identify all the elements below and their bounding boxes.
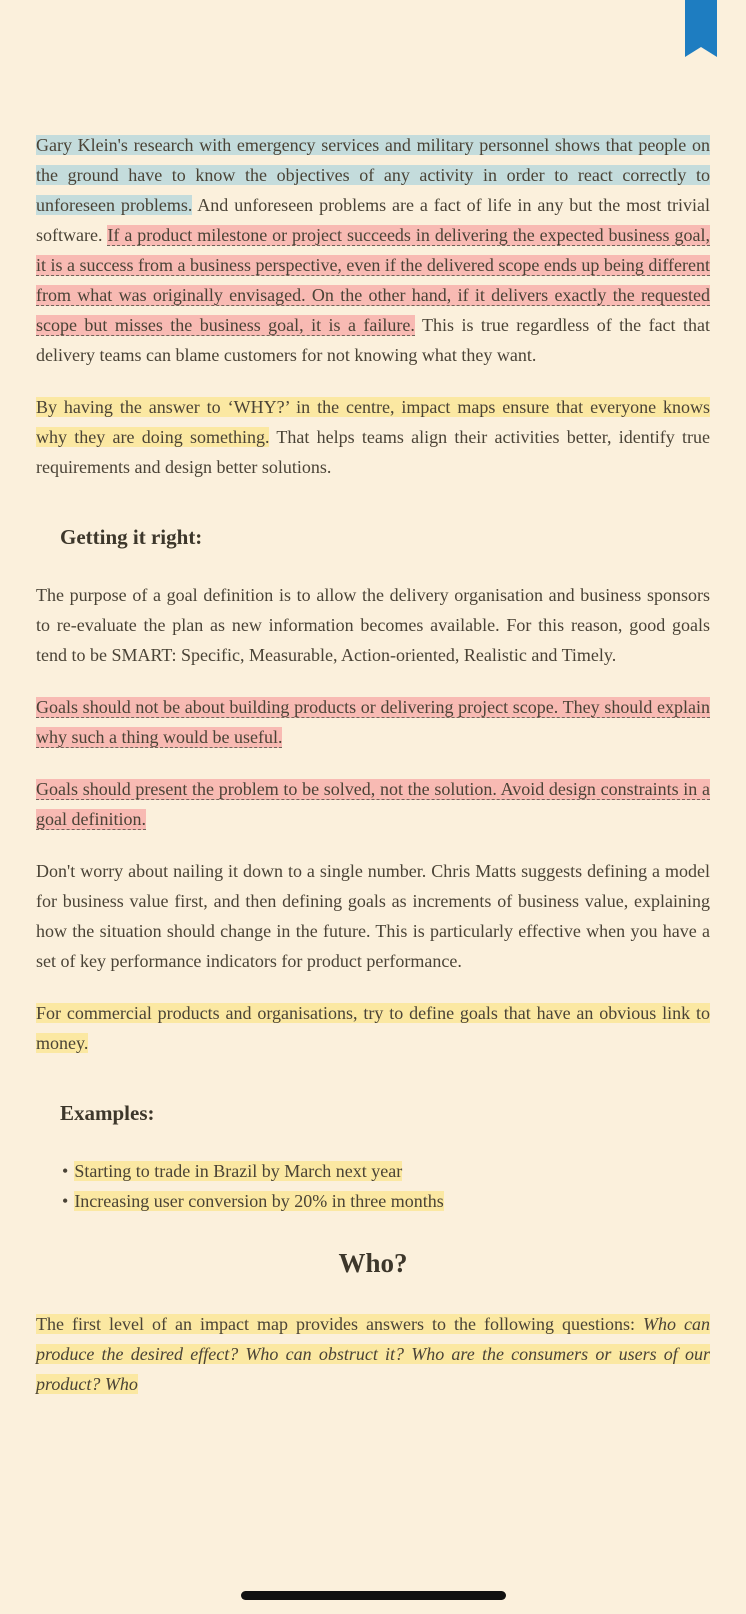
paragraph-italic-text: Who can produce the desired effect? Who can obstruct it? Who are the consumers or users of our product? Who xyxy=(36,1314,711,1394)
heading-getting-it-right: Getting it right: xyxy=(60,525,203,549)
highlight-yellow[interactable]: For commercial products and organisations, try to define goals that have an obvious link to money. xyxy=(36,1003,710,1053)
bookmark-icon[interactable] xyxy=(685,0,717,57)
home-indicator[interactable] xyxy=(241,1591,506,1600)
paragraph-klein xyxy=(36,130,710,370)
highlight-red-noted[interactable]: Goals should not be about building products or delivering project scope. They should explain why such a thing would be useful. xyxy=(36,697,710,747)
paragraph-text: The first level of an impact map provides answers to the following questions: xyxy=(36,1314,644,1334)
paragraph-goals-problem xyxy=(36,774,710,834)
paragraph-text: This is true regardless of the fact that delivery teams can blame customers for not knowing what they want. xyxy=(36,315,710,365)
paragraph-smart xyxy=(36,580,710,670)
paragraph-text: Don't worry about nailing it down to a single number. Chris Matts suggests defining a model for business value first, and then defining goals as increments of business value, explaining how the situation should change in the future. This is particularly effective when you have a set of key performance indicators for product performance. xyxy=(36,861,710,971)
paragraph-money xyxy=(36,998,710,1058)
highlight-blue[interactable]: Gary Klein's research with emergency services and military personnel shows that people on the ground have to know the objectives of any activity in order to react correctly to unforeseen problems. xyxy=(36,135,710,215)
section-heading-who: Who? xyxy=(338,1248,408,1278)
highlight-red-noted[interactable]: If a product milestone or project succeeds in delivering the expected business goal, it is a success from a business perspective, even if the delivered scope ends up being different from what was originally envisaged. On the other hand, if it delivers exactly the requested scope but misses the business goal, it is a failure. xyxy=(36,225,710,335)
paragraph-why xyxy=(36,392,710,482)
paragraph-goals-not-scope xyxy=(36,692,710,752)
paragraph-text: The purpose of a goal definition is to allow the delivery organisation and business sponsors to re-evaluate the plan as new information becomes available. For this reason, good goals tend to be SMART: Specific, Measurable, Action-oriented, Realistic and Timely. xyxy=(36,585,710,665)
highlight-yellow[interactable]: Increasing user conversion by 20% in three months xyxy=(74,1191,444,1211)
highlight-yellow[interactable]: By having the answer to ‘WHY?’ in the centre, impact maps ensure that everyone knows why they are doing something. xyxy=(36,397,710,447)
reader-content xyxy=(36,130,710,1421)
list-item xyxy=(62,1186,710,1216)
list-item xyxy=(62,1156,710,1186)
bullet: • xyxy=(62,1191,69,1211)
examples-list xyxy=(62,1156,710,1216)
heading-examples: Examples: xyxy=(60,1101,155,1125)
paragraph-first-level xyxy=(36,1309,710,1399)
highlight-red-noted[interactable]: Goals should present the problem to be solved, not the solution. Avoid design constraints in a goal definition. xyxy=(36,779,710,829)
highlight-yellow[interactable] xyxy=(36,1314,710,1394)
paragraph-single-number xyxy=(36,856,710,976)
bullet: • xyxy=(62,1161,69,1181)
paragraph-text: That helps teams align their activities better, identify true requirements and design better solutions. xyxy=(36,427,710,477)
highlight-yellow[interactable]: Starting to trade in Brazil by March next year xyxy=(74,1161,403,1181)
paragraph-text: And unforeseen problems are a fact of life in any but the most trivial software. xyxy=(36,195,710,245)
